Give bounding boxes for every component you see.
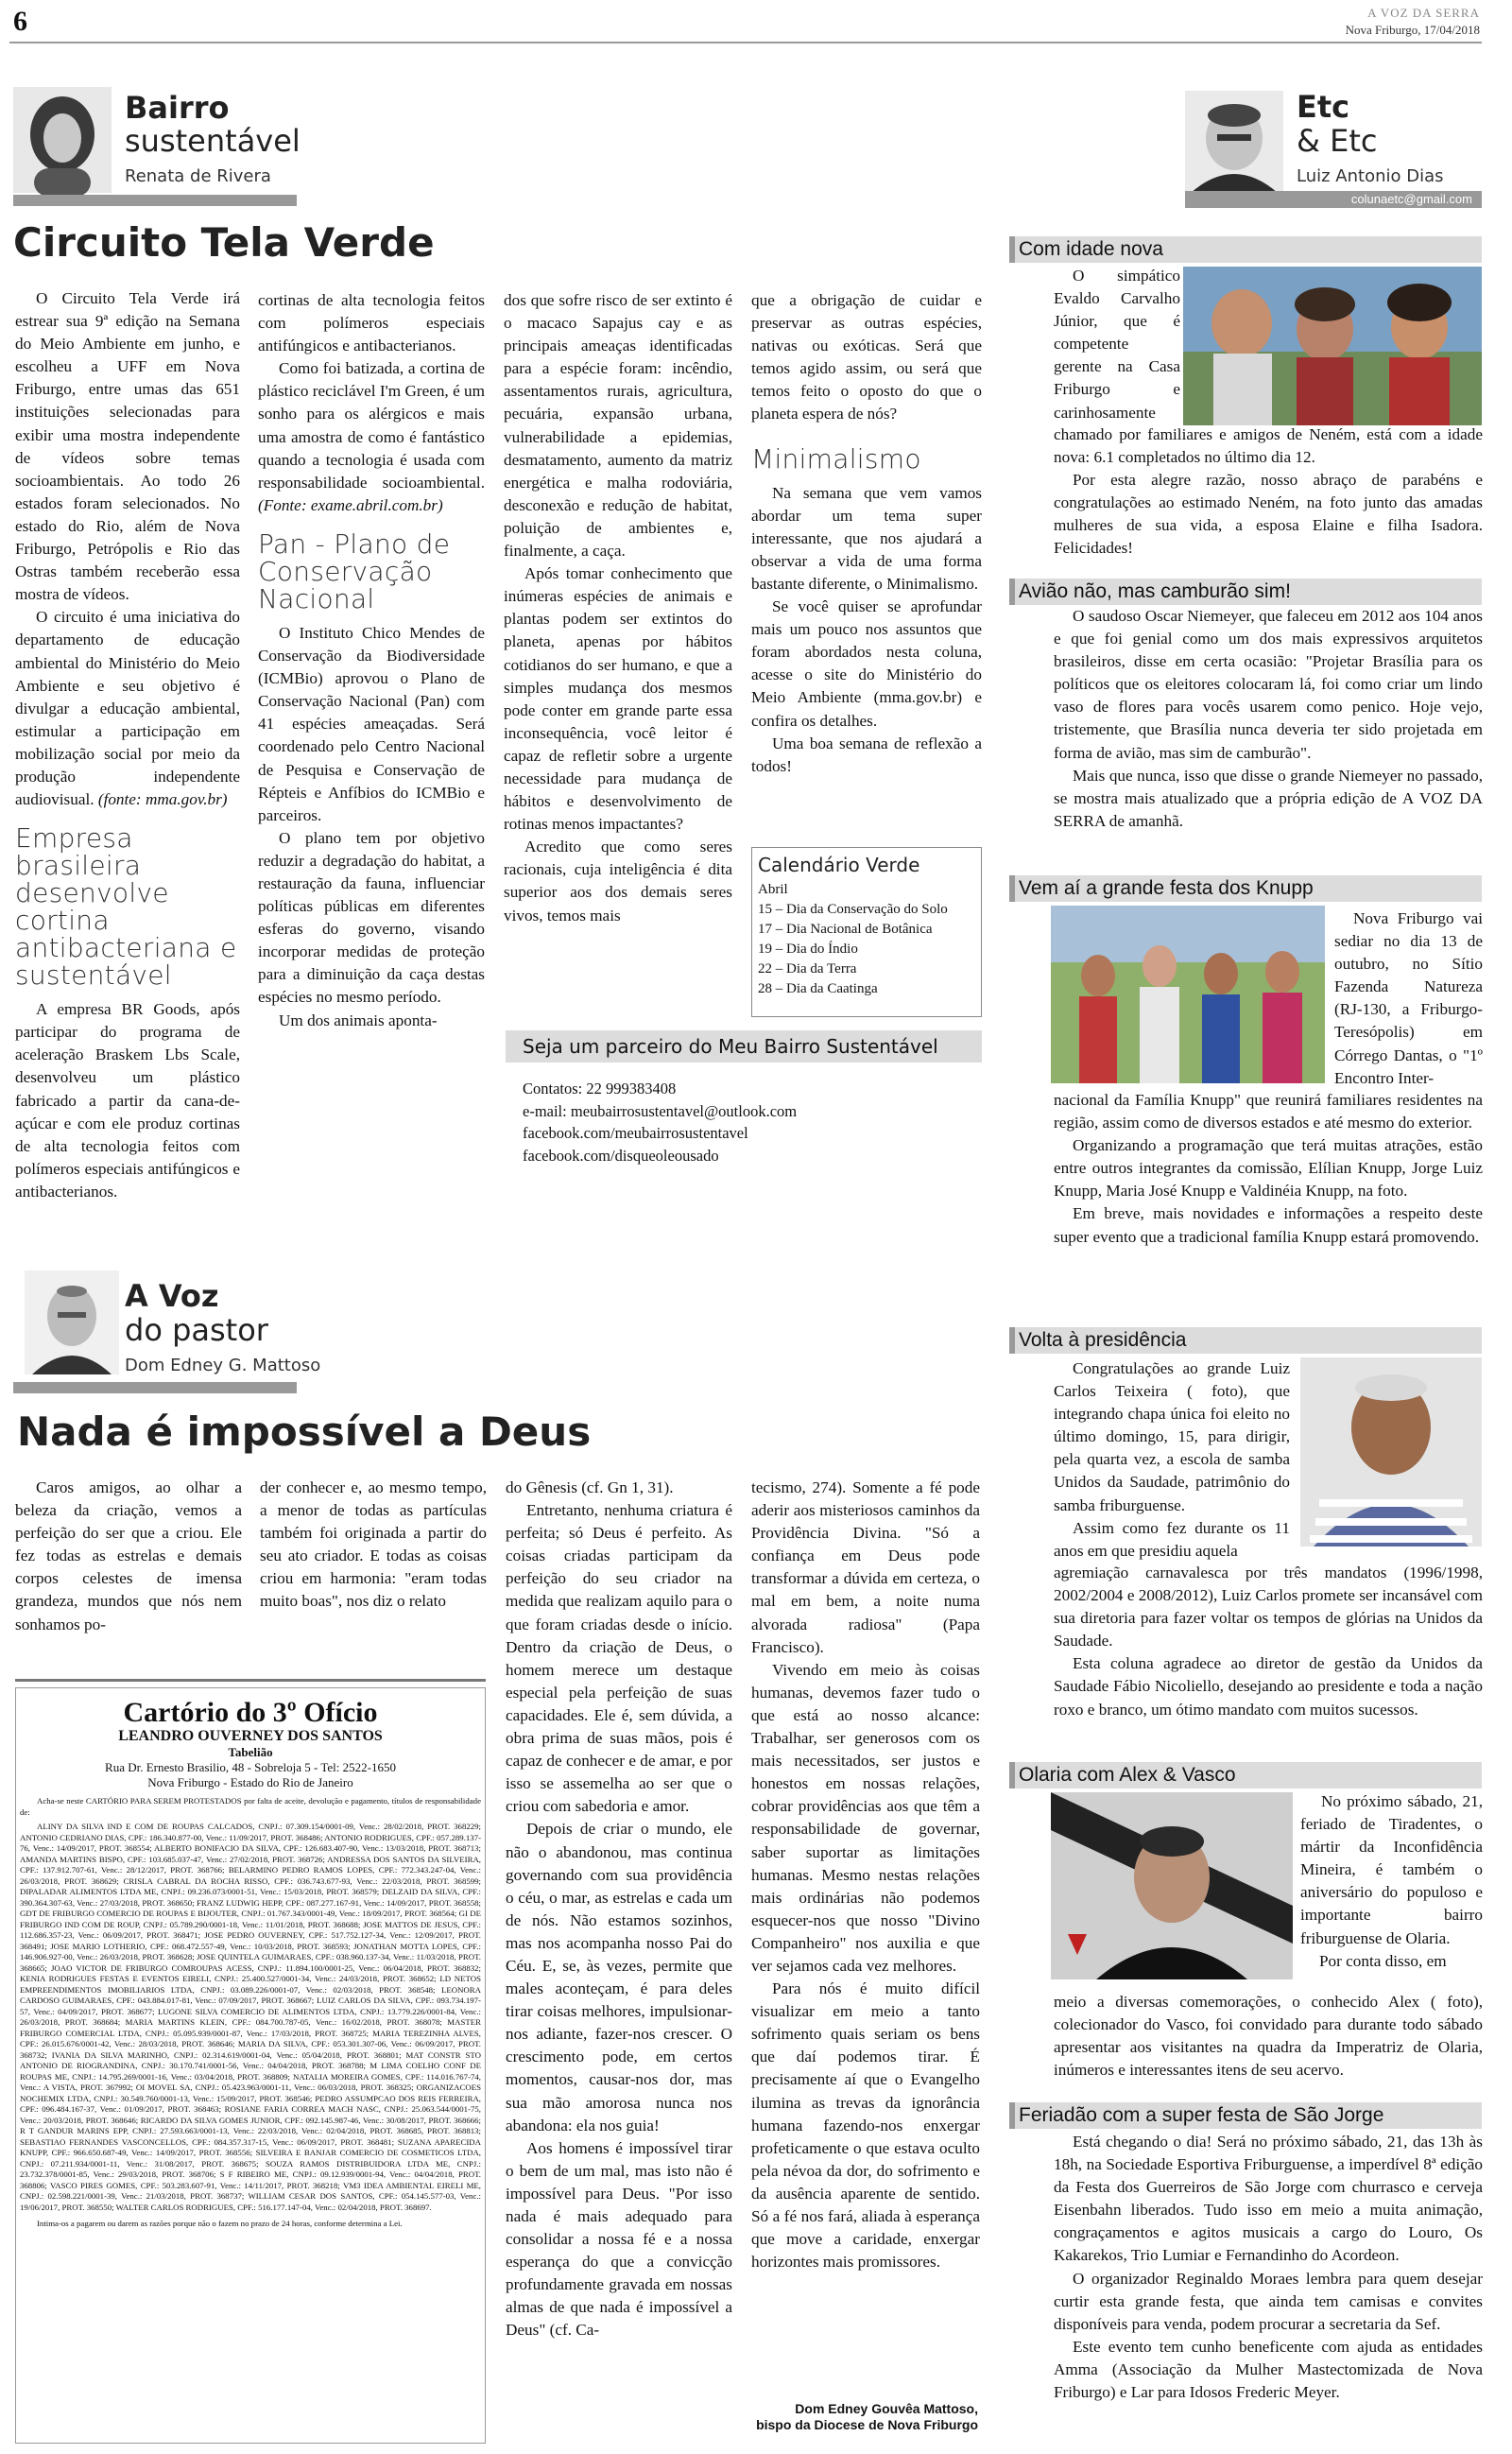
- paragraph: O Instituto Chico Mendes de Conservação da Biodiversidade (ICMBio) aprovou o Plano de Conservação Nacional (Pan) com 41 espécies ameaçadas. Será coordenado pelo Centro Nacional de Pesquisa e Conservação de Répteis e Anfíbios do ICMBio e parceiros.: [258, 623, 485, 824]
- section-aviao-text: [1054, 605, 1483, 833]
- section-head-olaria: Olaria com Alex & Vasco: [1009, 1762, 1482, 1789]
- paragraph: Por esta alegre razão, nosso abraço de parabéns e congratulações ao estimado Neném, na foto junto das amadas mulheres de sua vida, a esposa Elaine e filha Isadora. Felicidades!: [1054, 471, 1483, 558]
- paragraph: dos que sofre risco de ser extinto é o macaco Sapajus cay e as principais ameaças identificadas para a espécie foram: incêndio, assentamentos rurais, agricultura, pecuária, expansão urbana, vulnerabilidade a epidemias, desmatamento, aumento da matriz energética e malha rodoviária, desconexão e redução de habitat, poluição de ambientes e, finalmente, a caça.: [504, 291, 732, 561]
- paragraph: O Circuito Tela Verde irá estrear sua 9ª edição na Semana do Meio Ambiente em junho, e escolheu a UFF em Nova Friburgo, entre umas das 651 instituições selecionadas para exibir uma mostra independente de vídeos sobre temas socioambientais. Ao todo 26 estados foram selecionados. No estado do Rio, além de Nova Friburgo, Petrópolis e Rio das Ostras também receberão essa mostra de vídeos.: [15, 289, 240, 604]
- section-olaria-text: [1300, 1790, 1483, 1973]
- section-presidencia-text-2: [1054, 1562, 1483, 1721]
- paragraph: Mais que nunca, isso que disse o grande Niemeyer no passado, se mostra mais atualizado que a própria edição de A VOZ DA SERRA de amanhã.: [1054, 766, 1483, 830]
- section-idade-nova-text: [1054, 265, 1180, 424]
- bairro-col-4: [751, 289, 982, 778]
- section-sao-jorge-text: [1054, 2131, 1483, 2404]
- bairro-col-2-text: [258, 289, 485, 1032]
- dateline: Nova Friburgo, 17/04/2018: [1345, 23, 1480, 37]
- section-knupp-text-2: [1054, 1089, 1483, 1249]
- paragraph: Na semana que vem vamos abordar um tema super interessante, que nos ajudará a observar a vida de uma forma bastante diferente, o Minimalismo.: [751, 483, 982, 593]
- paragraph: Entretanto, nenhuma criatura é perfeita; só Deus é perfeito. As coisas criadas participam da perfeição do seu criador na medida que realizam aquilo para o que foram criadas desde o início. Dentro da criação de Deus, o homem merece um destaque especial pela perfeição de suas capacidades. Ele é, sem dúvida, a obra prima de suas mãos, pois é capaz de conhecer e de amar, e por isso se assemelha ao ser que o criou com sabedoria e amor.: [506, 1501, 732, 1816]
- calendario-verde-box: [751, 847, 982, 1017]
- pastor-col-3: [506, 1477, 732, 2342]
- column-email[interactable]: colunaetc@gmail.com: [1350, 192, 1472, 206]
- column-rule: [13, 1382, 297, 1393]
- column-email-bar: [1185, 191, 1482, 208]
- author-photo-luiz: [1185, 91, 1283, 193]
- section-head-sao-jorge: Feriadão com a super festa de São Jorge: [1009, 2102, 1482, 2129]
- headline-nada-impossivel: Nada é impossível a Deus: [17, 1408, 592, 1455]
- column-title-pastor-2: do pastor: [125, 1312, 268, 1348]
- column-title-pastor-1: A Voz: [125, 1278, 219, 1314]
- paragraph: Esta coluna agradece ao diretor de gestão da Unidos da Saudade Fábio Nicoliello, desejando ao presidente e toda a nação roxo e branco, um ótimo mandato com muitos sucessos.: [1054, 1654, 1483, 1719]
- pastor-col-1: [15, 1477, 242, 1636]
- pastor-col-4: [751, 1477, 980, 2273]
- paragraph: Por conta disso, em: [1319, 1951, 1447, 1970]
- subhead-pan: Pan - Plano de Conservação Nacional: [258, 527, 451, 614]
- photo-luiz-carlos-teixeira: [1300, 1357, 1482, 1547]
- paragraph: O simpático Evaldo Carvalho Júnior, que é competente gerente na Casa Friburgo e carinhosamente: [1054, 267, 1180, 422]
- subhead-empresa: Empresa brasileira desenvolve cortina antibacteriana e sustentável: [15, 822, 237, 992]
- section-presidencia-text: [1054, 1357, 1290, 1563]
- column-title-etc-2: & Etc: [1297, 123, 1378, 159]
- paragraph: Caros amigos, ao olhar a beleza da criação, vemos a perfeição do ser que a criou. Ele fez todas as estrelas e demais corpos celestes de imensa grandeza, mundos que nós nem sonhamos po-: [15, 1478, 242, 1633]
- paragraph: tecismo, 274). Somente a fé pode aderir aos misteriosos caminhos da Providência Divina. "Só a confiança em Deus pode transformar a dúvida em certeza, o mal em bem, a noite numa alvorada radiosa" (Papa Francisco).: [751, 1478, 980, 1656]
- paragraph: Depois de criar o mundo, ele não o abandonou, mas continua governando com sua providência o céu, o mar, as estrelas e cada um de nós. Não estamos sozinhos, mas nos acompanha nosso Pai do Céu. E, se, às vezes, permite que males aconteçam, é para deles tirar coisas melhores, impulsionar-nos adiante, fazer-nos crescer. O crescimento pode, em certos momentos, causar-nos dor, mas sua mão amorosa nunca nos abandona: ela nos guia!: [506, 1820, 732, 2134]
- bairro-col-3: [504, 289, 732, 927]
- calendar-item: 15 – Dia da Conservação do Solo: [758, 902, 948, 917]
- paragraph: Após tomar conhecimento que inúmeras espécies de animais e plantas podem ser extintos do planeta, apenas por hábitos cotidianos do ser humano, e que a simples mudança dos mesmos pode conter em grande parte essa inconsequência, você leitor é capaz de refletir sobre a urgente necessidade para mudança de hábitos e desenvolvimento de rotinas menos impactantes?: [504, 564, 732, 834]
- masthead: A VOZ DA SERRA: [1367, 6, 1480, 20]
- signature-line: bispo da Diocese de Nova Friburgo: [756, 2417, 978, 2432]
- column-title-bairro-2: sustentável: [125, 123, 301, 159]
- cartorio-address: Rua Dr. Ernesto Brasilio, 48 - Sobreloja 5 - Tel: 2522-1650: [105, 1760, 396, 1774]
- section-head-presidencia: Volta à presidência: [1009, 1327, 1482, 1354]
- calendar-title: Calendário Verde: [758, 854, 920, 876]
- cartorio-name: LEANDRO OUVERNEY DOS SANTOS: [118, 1728, 383, 1744]
- column-title-bairro-1: Bairro: [125, 90, 230, 126]
- signature-line: Dom Edney Gouvêa Mattoso,: [795, 2401, 978, 2416]
- photo-alex-vasco: [1051, 1792, 1293, 1979]
- partner-box: [506, 1030, 982, 1172]
- paragraph: Vivendo em meio às coisas humanas, devemos fazer tudo o que está ao nosso alcance: Trabalhar, ser generosos com os mais necessitados, ser justos e honestos em nossas relações, cobrar providências aos que têm a responsabilidade de governar, saber suportar as limitações humanas. Mesmo nestas relações mais ordinárias não podemos esquecer-nos que nosso "Divino Companheiro" nos auxilia e que ver sejamos cada vez melhores.: [751, 1660, 980, 1975]
- calendar-month: Abril: [758, 882, 788, 897]
- section-knupp-text: [1334, 907, 1483, 1090]
- calendar-item: 22 – Dia da Terra: [758, 961, 857, 976]
- section-olaria-text-2: [1054, 1991, 1483, 2082]
- partner-email[interactable]: e-mail: meubairrosustentavel@outlook.com: [523, 1101, 798, 1120]
- column-title-etc-1: Etc: [1297, 89, 1350, 125]
- paragraph: chamado por familiares e amigos de Neném, está com a idade nova: 6.1 completados no último dia 12.: [1054, 425, 1483, 467]
- paragraph: Em breve, mais novidades e informações a respeito deste super evento que a tradicional família Knupp estará promovendo.: [1054, 1204, 1483, 1246]
- paragraph: Este evento tem cunho beneficente com ajuda as entidades Amma (Associação da Mulher Mastectomizada de Nova Friburgo) e Lar para Idosos Frederic Meyer.: [1054, 2337, 1483, 2402]
- paragraph: Organizando a programação que terá muitas atrações, estão entre outros integrantes da comissão, Elílian Knupp, Jorge Luiz Knupp, Maria José Knupp e Valdinéia Knupp, na foto.: [1054, 1136, 1483, 1201]
- section-head-idade-nova: Com idade nova: [1009, 236, 1482, 263]
- calendar-item: 28 – Dia da Caatinga: [758, 981, 878, 996]
- paragraph: Congratulações ao grande Luiz Carlos Teixeira ( foto), que integrando chapa única foi eleito no último domingo, 15, para dirigir, pela quarta vez, a escola de samba Unidos da Saudade, patrimônio do samba friburguense.: [1054, 1359, 1290, 1514]
- cartorio-list: ALINY DA SILVA IND E COM DE ROUPAS CALCADOS, CNPJ.: 07.309.154/0001-09, Venc.: 28/02/2018, PROT. 368229; ANTONIO CEDRIANO DIAS, CPF.: 186.340.877-00, Venc.: 11/09/2017, PROT. 368486; ANTONIO RODRIGUES, CPF.: 057.289.137-76, Venc.: 14/09/2017, PROT. 368554; ALBERTO BONIFACIO DA SILVA, CPF.: 126.683.407-90, Venc.: 13/03/2018, PROT. 368713; AMANDA MARTINS BISPO, CPF.: 103.685.037-47, Venc.: 27/02/2018, PROT. 368726; ANDRESSA DOS SANTOS DA SILVEIRA, CPF.: 137.912.707-61, Venc.: 28/12/2017, PROT. 368766; BELARMINO PEDRO RAMOS LOPES, CPF.: 772.343.247-04, Venc.: 26/03/2018, PROT. 368629; CRISLA CABRAL DA ROCHA RISSO, CPF.: 036.743.677-93, Venc.: 22/03/2018, PROT. 368599; DIPALADAR ALIMENTOS LTDA ME, CNPJ.: 09.236.073/0001-51, Venc.: 15/03/2018, PROT. 368579; DELZAID DA SILVA, CPF.: 390.364.307-63, Venc.: 27/03/2018, PROT. 368650; FRANZ LUDWIG HEPP, CPF.: 087.277.167-91, Venc.: 14/09/2017, PROT. 368558; GDT DE FRIBURGO COMERCIO DE ROUPAS E BIJOUTER, CNPJ.: 01.767.343/0001-49, Venc.: 18/09/2017, PROT. 368564; GI DE FRIBURGO IND COM DE ROUP, CNPJ.: 05.789.290/0001-18, Venc.: 11/01/2018, PROT. 368688; JOSE MATTOS DE JESUS, CPF.: 112.686.357-23, Venc.: 06/09/2017, PROT. 368471; JOSE PEDRO OUVERNEY, CPF.: 517.752.127-34, Venc.: 12/09/2017, PROT. 368491; JOSE MARIO LOTHERIO, CPF.: 068.472.557-49, Venc.: 10/03/2018, PROT. 368593; JONATHAN MOTTA LOPES, CPF.: 146.906.927-00, Venc.: 26/03/2018, PROT. 368628; JOSE QUINTELA GUIMARAES, CPF.: 038.960.137-34, Venc.: 11/03/2018, PROT. 368665; JOAO VICTOR DE FRIBURGO COMROUPAS ACESS, CNPJ.: 11.894.100/0001-25, Venc.: 06/04/2018, PROT. 368832; KENIA RODRIGUES FESTAS E EVENTOS EIRELI, CNPJ.: 25.400.527/0001-34, Venc.: 24/03/2018, PROT. 368652; LD NETOS EMPREENDIMENTOS IMOBILIARIOS LTDA, CNPJ.: 03.089.226/0001-07, Venc.: 02/03/2018, PROT. 368548; LEONORA CARDOSO GUIMARAES, CPF.: 043.884.017-81, Venc.: 07/09/2017, PROT. 368667; LUIZ CARLOS DA SILVA, CPF.: 093.734.197-57, Venc.: 04/09/2017, PROT. 368677; LUGONE SILVA COMERCIO DE ALIMENTOS LTDA, CNPJ.: 13.779.226/0001-84, Venc.: 26/03/2018, PROT. 368684; MARIA MARTINS KLEIN, CPF.: 084.700.787-05, Venc.: 16/02/2018, PROT. 368078; MASTER FRIBURGO COMERCIAL LTDA, CNPJ.: 05.095.939/0001-87, Venc.: 17/03/2018, PROT. 368725; MARIA TEREZINHA ALVES, CPF.: 26.015.676/0001-42, Venc.: 28/03/2018, PROT. 368646; MARIA DA SILVA, CPF.: 053.301.307-06, Venc.: 06/09/2017, PROT. 368732; IVANIA DA SILVA MARINHO, CNPJ.: 02.314.619/0001-04, Venc.: 05/04/2018, PROT. 368801; MAT CONSTR STO ANTONIO DE RIOGRANDINA, CNPJ.: 30.170.741/0001-56, Venc.: 04/04/2018, PROT. 368788; M LIMA COELHO CONF DE ROUPAS ME, CNPJ.: 14.795.269/0001-16, Venc.: 03/04/2018, PROT. 368809; NATALIA MOREIRA GOMES, CPF.: 114.016.767-74, Venc.: A VISTA, PROT. 367992; OI MOVEL SA, CNPJ.: 05.423.963/0001-11, Venc.: 06/03/2018, PROT. 368325; ORGANIZACOES NOCHEMIX LTDA, CNPJ.: 30.549.760/0001-13, Venc.: 15/09/2017, PROT. 368546; PEDRO ASSUMPCAO DOS REIS FERREIRA, CPF.: 096.484.167-37, Venc.: 01/09/2017, PROT. 368463; ROSIANE FARIA CORREA MACH NASC, CNPJ.: 25.063.544/0001-75, Venc.: 20/03/2018, PROT. 368646; RICARDO DA SILVA GOMES JUNIOR, CPF.: 092.145.987-46, Venc.: 30/08/2017, PROT. 368666; R T GANDUR MARINS EPP, CNPJ.: 27.593.663/0001-13, Venc.: 22/03/2018, Venc.: 02/04/2018, PROT. 368685, PROT. 368813; SEBASTIAO FERNANDES VASCONCELLOS, CPF.: 084.357.317-15, Venc.: 06/09/2017, PROT. 368481; SUZANA APARECIDA KNUPP, CPF.: 966.650.687-49, Venc.: 14/09/2017, PROT. 368556; SILVEIRA E BANJAR COMERCIO DE COSMETICOS LTDA, CNPJ.: 07.211.934/0001-11, Venc.: 31/08/2017, PROT. 368675; SOUZA RAMOS DISTRIBUIDORA LTDA ME, CNPJ.: 23.732.378/0001-85, Venc.: 29/03/2018, PROT. 368706; S F RIBEIRO ME, CNPJ.: 09.12.939/0001-94, Venc.: 04/04/2018, PROT. 368806; VASCO PIRES GOMES, CPF.: 503.283.607-91, Venc.: 14/11/2017, PROT. 368218; VM3 IDEA AMBIENTAL EIRELI ME, CNPJ.: 02.598.221/0001-39, Venc.: 21/03/2018, PROT. 368737; WILLIAM CESAR DOS SANTOS, CPF.: 054.145.577-03, Venc.: 19/06/2017, PROT. 368550; WALTER CARLOS RODRIGUES, CPF.: 516.177.147-04, Venc.: 02/04/2018, PROT. 368697.: [20, 1822, 481, 2212]
- paragraph: Acredito que como seres racionais, cuja inteligência é dita superior aos dos demais seres vivos, temos mais: [504, 838, 732, 925]
- cartorio-role: Tabelião: [228, 1745, 273, 1759]
- paragraph: meio a diversas comemorações, o conhecido Alex ( foto), colecionador do Vasco, foi convidado para durante todo sábado apresentar aos visitantes na quadra da Imperatriz de Olaria, inúmeros e interessantes itens de seu acervo.: [1054, 1993, 1483, 2080]
- paragraph: do Gênesis (cf. Gn 1, 31).: [506, 1478, 674, 1496]
- cartorio-intro: Acha-se neste CARTÓRIO PARA SEREM PROTESTADOS por falta de aceite, devolução e pagamento, títulos de responsabilidade de:: [20, 1796, 481, 1817]
- paragraph: O circuito é uma iniciativa do departamento de educação ambiental do Ministério do Meio Ambiente e seu objetivo é divulgar a educação ambiental, estimular a participação em mobilização social por meio da produção independente audiovisual. (fonte: mma.gov.br): [15, 608, 240, 809]
- page-number: 6: [13, 6, 27, 37]
- calendar-item: 19 – Dia do Índio: [758, 942, 858, 957]
- paragraph: O saudoso Oscar Niemeyer, que faleceu em 2012 aos 104 anos e que foi genial como um dos mais expressivos arquitetos brasileiros, disse em certa ocasião: "Projetar Brasília para os políticos que os eleitores colocaram lá, foi como criar um lindo vaso de flores para vocês usarem como penico. Hoje vejo, tristemente, que Brasília nunca deveria ter sido projetada em forma de avião, mas sim de camburão".: [1054, 607, 1483, 762]
- paragraph: Como foi batizada, a cortina de plástico reciclável I'm Green, é um sonho para os alérgicos e mais uma amostra de como é fantástico quando a tecnologia é usada com responsabilidade socioambiental. (Fonte: exame.abril.com.br): [258, 359, 485, 514]
- partner-facebook-2[interactable]: facebook.com/disqueoleousado: [523, 1146, 719, 1165]
- cartorio-box: [15, 1679, 486, 2446]
- headline-circuito: Circuito Tela Verde: [13, 219, 435, 266]
- bairro-col-1: [15, 287, 240, 1201]
- paragraph: O organizador Reginaldo Moraes lembra para quem desejar curtir esta grande festa, que ainda tem camisas e convites disponíveis para venda, podem procurar a secretaria da Sef.: [1054, 2269, 1483, 2333]
- paragraph: Está chegando o dia! Será no próximo sábado, 21, das 13h às 18h, na Sociedade Esportiva Friburguense, a imperdível 8ª edição da Festa dos Guerreiros de São Jorge com churrasco e cerveja Eisenbahn liberados. Tudo isso em meio a muita animação, congraçamentos e agitos musicais a cargo do Louro, Os Kakarekos, Trio Lumiar e Fernandinho do Acordeon.: [1054, 2133, 1483, 2265]
- paragraph: cortinas de alta tecnologia feitos com polímeros especiais antifúngicos e antibacterianos.: [258, 291, 485, 355]
- partner-title: Seja um parceiro do Meu Bairro Sustentável: [506, 1030, 982, 1063]
- cartorio-title: Cartório do 3º Ofício: [123, 1697, 378, 1728]
- column-author-luiz: Luiz Antonio Dias: [1297, 166, 1444, 186]
- photo-birthday-family: [1183, 267, 1482, 425]
- cartorio-city: Nova Friburgo - Estado do Rio de Janeiro: [147, 1775, 353, 1789]
- paragraph: Nova Friburgo vai sediar no dia 13 de outubro, no Sítio Fazenda Natureza (RJ-130, a Friburgo-Teresópolis) em Córrego Dantas, o "1º Encontro Inter-: [1334, 909, 1483, 1087]
- section-head-knupp: Vem aí a grande festa dos Knupp: [1009, 875, 1482, 902]
- paragraph: Aos homens é impossível tirar o bem de um mal, mas isto não é impossível para Deus. "Por isso nada é mais adequado para consolidar a nossa fé e a nossa esperança do que a convicção profundamente gravada em nossas almas de que nada é impossível a Deus" (cf. Ca-: [506, 2138, 732, 2340]
- paragraph: agremiação carnavalesca por três mandatos (1996/1998, 2002/2004 e 2008/2012), Luiz Carlos promete ser incansável com sua diretoria para fazer voltar os tempos de glórias na Unidos da Saudade.: [1054, 1564, 1483, 1650]
- subhead-minimalismo: Minimalismo: [751, 442, 921, 475]
- paragraph: No próximo sábado, 21, feriado de Tiradentes, o mártir da Inconfidência Mineira, é também o aniversário do populoso e importante bairro friburguense de Olaria.: [1300, 1792, 1483, 1947]
- paragraph: Se você quiser se aprofundar mais um pouco nos assuntos que foram abordados nesta coluna, acesse o site do Ministério do Meio Ambiente (mma.gov.br) e confira os detalhes.: [751, 597, 982, 730]
- partner-facebook-1[interactable]: facebook.com/meubairrosustentavel: [523, 1124, 748, 1142]
- author-photo-edney: [25, 1270, 119, 1374]
- paragraph: Para nós é muito difícil visualizar em meio a tanto sofrimento quais seriam os bens que daí podemos tirar. É precisamente aí que o Evangelho ilumina as trevas da ignorância humana fazendo-nos enxergar profeticamente o que estava oculto pela névoa da dor, do sofrimento e da ausência aparente de sentido. Só a fé nos fará, aliada à esperança que move a caridade, enxergar horizontes mais promissores.: [751, 1979, 980, 2272]
- paragraph: nacional da Família Knupp" que reunirá familiares residentes na região, assim como de diversos estados e até mesmo do exterior.: [1054, 1091, 1483, 1132]
- author-photo-renata: [13, 87, 112, 193]
- paragraph: O plano tem por objetivo reduzir a degradação do habitat, a restauração da fauna, influenciar políticas públicas em diferentes esferas do governo, visando incorporar medidas de proteção para a diminuição da caça destas espécies no mesmo período.: [258, 828, 485, 1007]
- paragraph: Uma boa semana de reflexão a todos!: [751, 734, 982, 775]
- column-author-edney: Dom Edney G. Mattoso: [125, 1356, 321, 1375]
- column-author-renata: Renata de Rivera: [125, 166, 271, 186]
- cartorio-footer: Intima-os a pagarem ou darem as razões porque não o fazem no prazo de 24 horas, conforme determina a Lei.: [37, 2219, 403, 2228]
- pastor-signature: [751, 2401, 978, 2433]
- photo-knupp-family: [1051, 906, 1325, 1083]
- paragraph: Assim como fez durante os 11 anos em que presidiu aquela: [1054, 1518, 1290, 1560]
- partner-contacts: Contatos: 22 999383408: [523, 1080, 677, 1097]
- pastor-col-2: [260, 1477, 487, 1614]
- column-rule: [13, 195, 297, 206]
- calendar-item: 17 – Dia Nacional de Botânica: [758, 922, 933, 937]
- header-rule: [9, 42, 1482, 43]
- section-head-aviao: Avião não, mas camburão sim!: [1009, 579, 1482, 605]
- paragraph: que a obrigação de cuidar e preservar as outras espécies, nativas ou exóticas. Será que temos agido assim, ou será que temos feito o oposto do que o planeta espera de nós?: [751, 291, 982, 423]
- paragraph: A empresa BR Goods, após participar do programa de aceleração Braskem Lbs Scale, desenvolveu um plástico fabricado a partir da cana-de-açúcar e com ele produz cortinas de alta tecnologia feitos com polímeros especiais antifúngicos e antibacterianos.: [15, 1000, 240, 1201]
- paragraph: Um dos animais aponta-: [279, 1011, 438, 1029]
- paragraph: der conhecer e, ao mesmo tempo, a menor de todas as partículas também foi originada a partir do seu ato criador. E todas as coisas criou em harmonia: "eram todas muito boas", nos diz o relato: [260, 1478, 487, 1611]
- section-idade-nova-text-2: [1054, 423, 1483, 561]
